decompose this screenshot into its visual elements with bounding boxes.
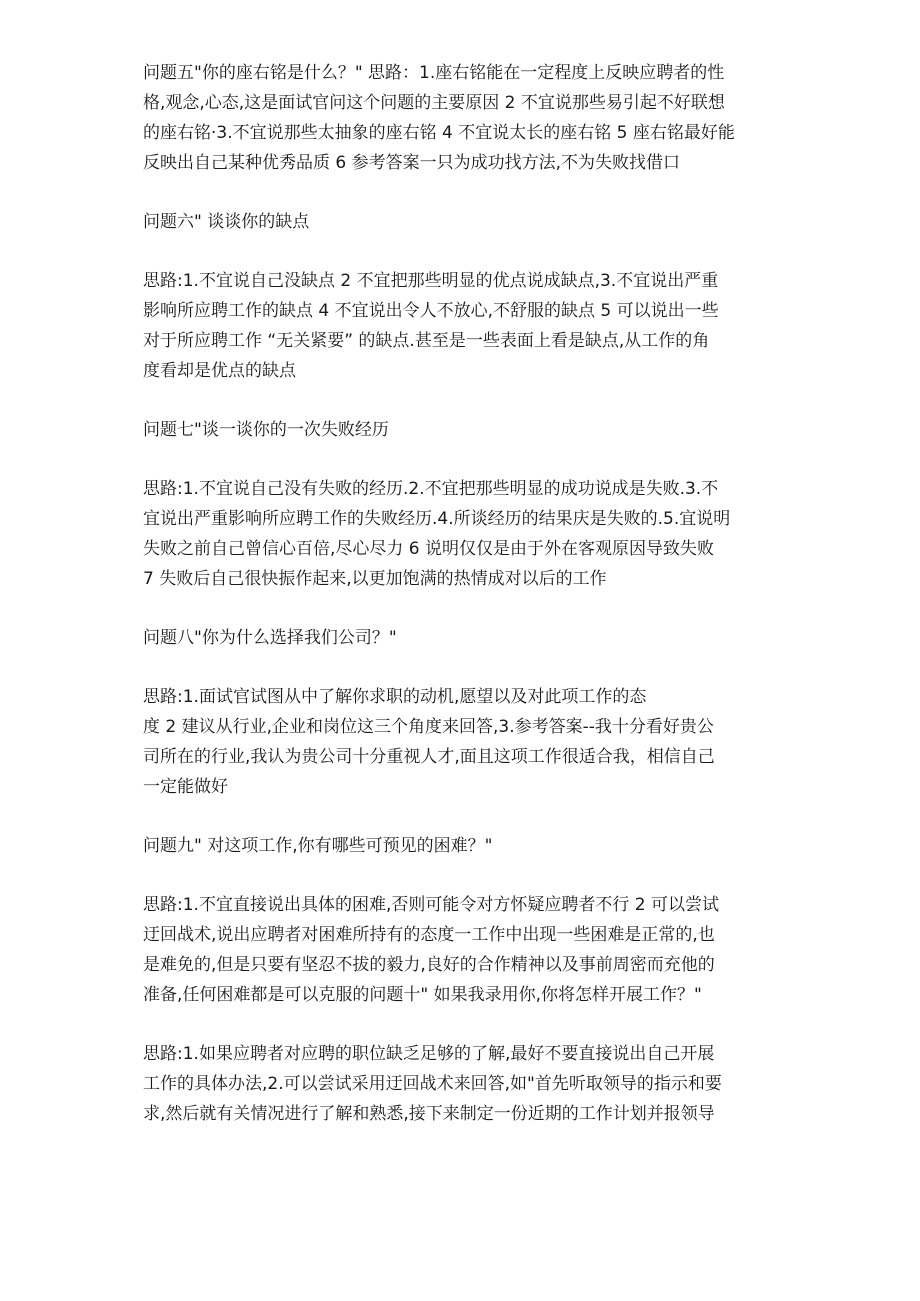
paragraph-answer-10 <box>143 1039 773 1129</box>
heading-question-9 <box>143 831 773 861</box>
heading-question-7 <box>143 415 773 445</box>
text-line: 司所在的行业,我认为贵公司十分重视人才,面且这项工作很适合我，相信自己 <box>143 747 715 767</box>
text-line: 反映出自己某种优秀品质 6 参考答案一只为成功找方法,不为失败找借口 <box>143 153 681 173</box>
text-line: 的座右铭·3.不宜说那些太抽象的座右铭 4 不宜说太长的座右铭 5 座右铭最好能 <box>143 123 735 143</box>
text-line: 度 2 建议从行业,企业和岗位这三个角度来回答,3.参考答案--我十分看好贵公 <box>143 717 714 737</box>
text-line: 一定能做好 <box>143 777 228 797</box>
heading-question-6 <box>143 207 773 237</box>
text-line: 7 失败后自己很快振作起来,以更加饱满的热情成对以后的工作 <box>143 569 607 589</box>
text-line: 准备,任何困难都是可以克服的问题十" 如果我录用你,你将怎样开展工作？" <box>143 985 702 1005</box>
text-line: 失败之前自己曾信心百倍,尽心尽力 6 说明仅仅是由于外在客观原因导致失败 <box>143 539 715 559</box>
text-line: 问题八"你为什么选择我们公司？" <box>143 628 397 648</box>
heading-question-8 <box>143 623 773 653</box>
paragraph-answer-7 <box>143 474 773 594</box>
text-line: 问题五"你的座右铭是什么？" 思路：1.座右铭能在一定程度上反映应聘者的性 <box>143 63 725 83</box>
text-line: 求,然后就有关情况进行了解和熟悉,接下来制定一份近期的工作计划并报领导 <box>143 1104 715 1124</box>
text-line: 是难免的,但是只要有坚忍不拔的毅力,良好的合作精神以及事前周密而充他的 <box>143 955 715 975</box>
text-line: 思路:1.面试官试图从中了解你求职的动机,愿望以及对此项工作的态 <box>143 687 647 707</box>
text-line: 度看却是优点的缺点 <box>143 361 296 381</box>
text-line: 问题九" 对这项工作,你有哪些可预见的困难？" <box>143 836 493 856</box>
paragraph-answer-9 <box>143 890 773 1010</box>
text-line: 问题七"谈一谈你的一次失败经历 <box>143 420 389 440</box>
text-line: 思路:1.如果应聘者对应聘的职位缺乏足够的了解,最好不要直接说出自己开展 <box>143 1044 715 1064</box>
text-line: 对于所应聘工作 “无关紧要” 的缺点.甚至是一些表面上看是缺点,从工作的角 <box>143 331 710 351</box>
paragraph-question-5 <box>143 58 773 178</box>
text-line: 影响所应聘工作的缺点 4 不宜说出令人不放心,不舒服的缺点 5 可以说出一些 <box>143 301 719 321</box>
text-line: 宜说出严重影响所应聘工作的失败经历.4.所谈经历的结果庆是失败的.5.宜说明 <box>143 509 731 529</box>
text-line: 格,观念,心态,这是面试官问这个问题的主要原因 2 不宜说那些易引起不好联想 <box>143 93 725 113</box>
text-line: 工作的具体办法,2.可以尝试采用迂回战术来回答,如"首先听取领导的指示和要 <box>143 1074 722 1094</box>
paragraph-answer-6 <box>143 266 773 386</box>
document-page <box>143 58 773 1129</box>
text-line: 迂回战术,说出应聘者对困难所持有的态度一工作中出现一些困难是正常的,也 <box>143 925 715 945</box>
text-line: 问题六" 谈谈你的缺点 <box>143 212 310 232</box>
text-line: 思路:1.不宜直接说出具体的困难,否则可能令对方怀疑应聘者不行 2 可以尝试 <box>143 895 719 915</box>
text-line: 思路:1.不宜说自己没有失败的经历.2.不宜把那些明显的成功说成是失败.3.不 <box>143 479 719 499</box>
paragraph-answer-8 <box>143 682 773 802</box>
text-line: 思路:1.不宜说自己没缺点 2 不宜把那些明显的优点说成缺点,3.不宜说出严重 <box>143 271 719 291</box>
